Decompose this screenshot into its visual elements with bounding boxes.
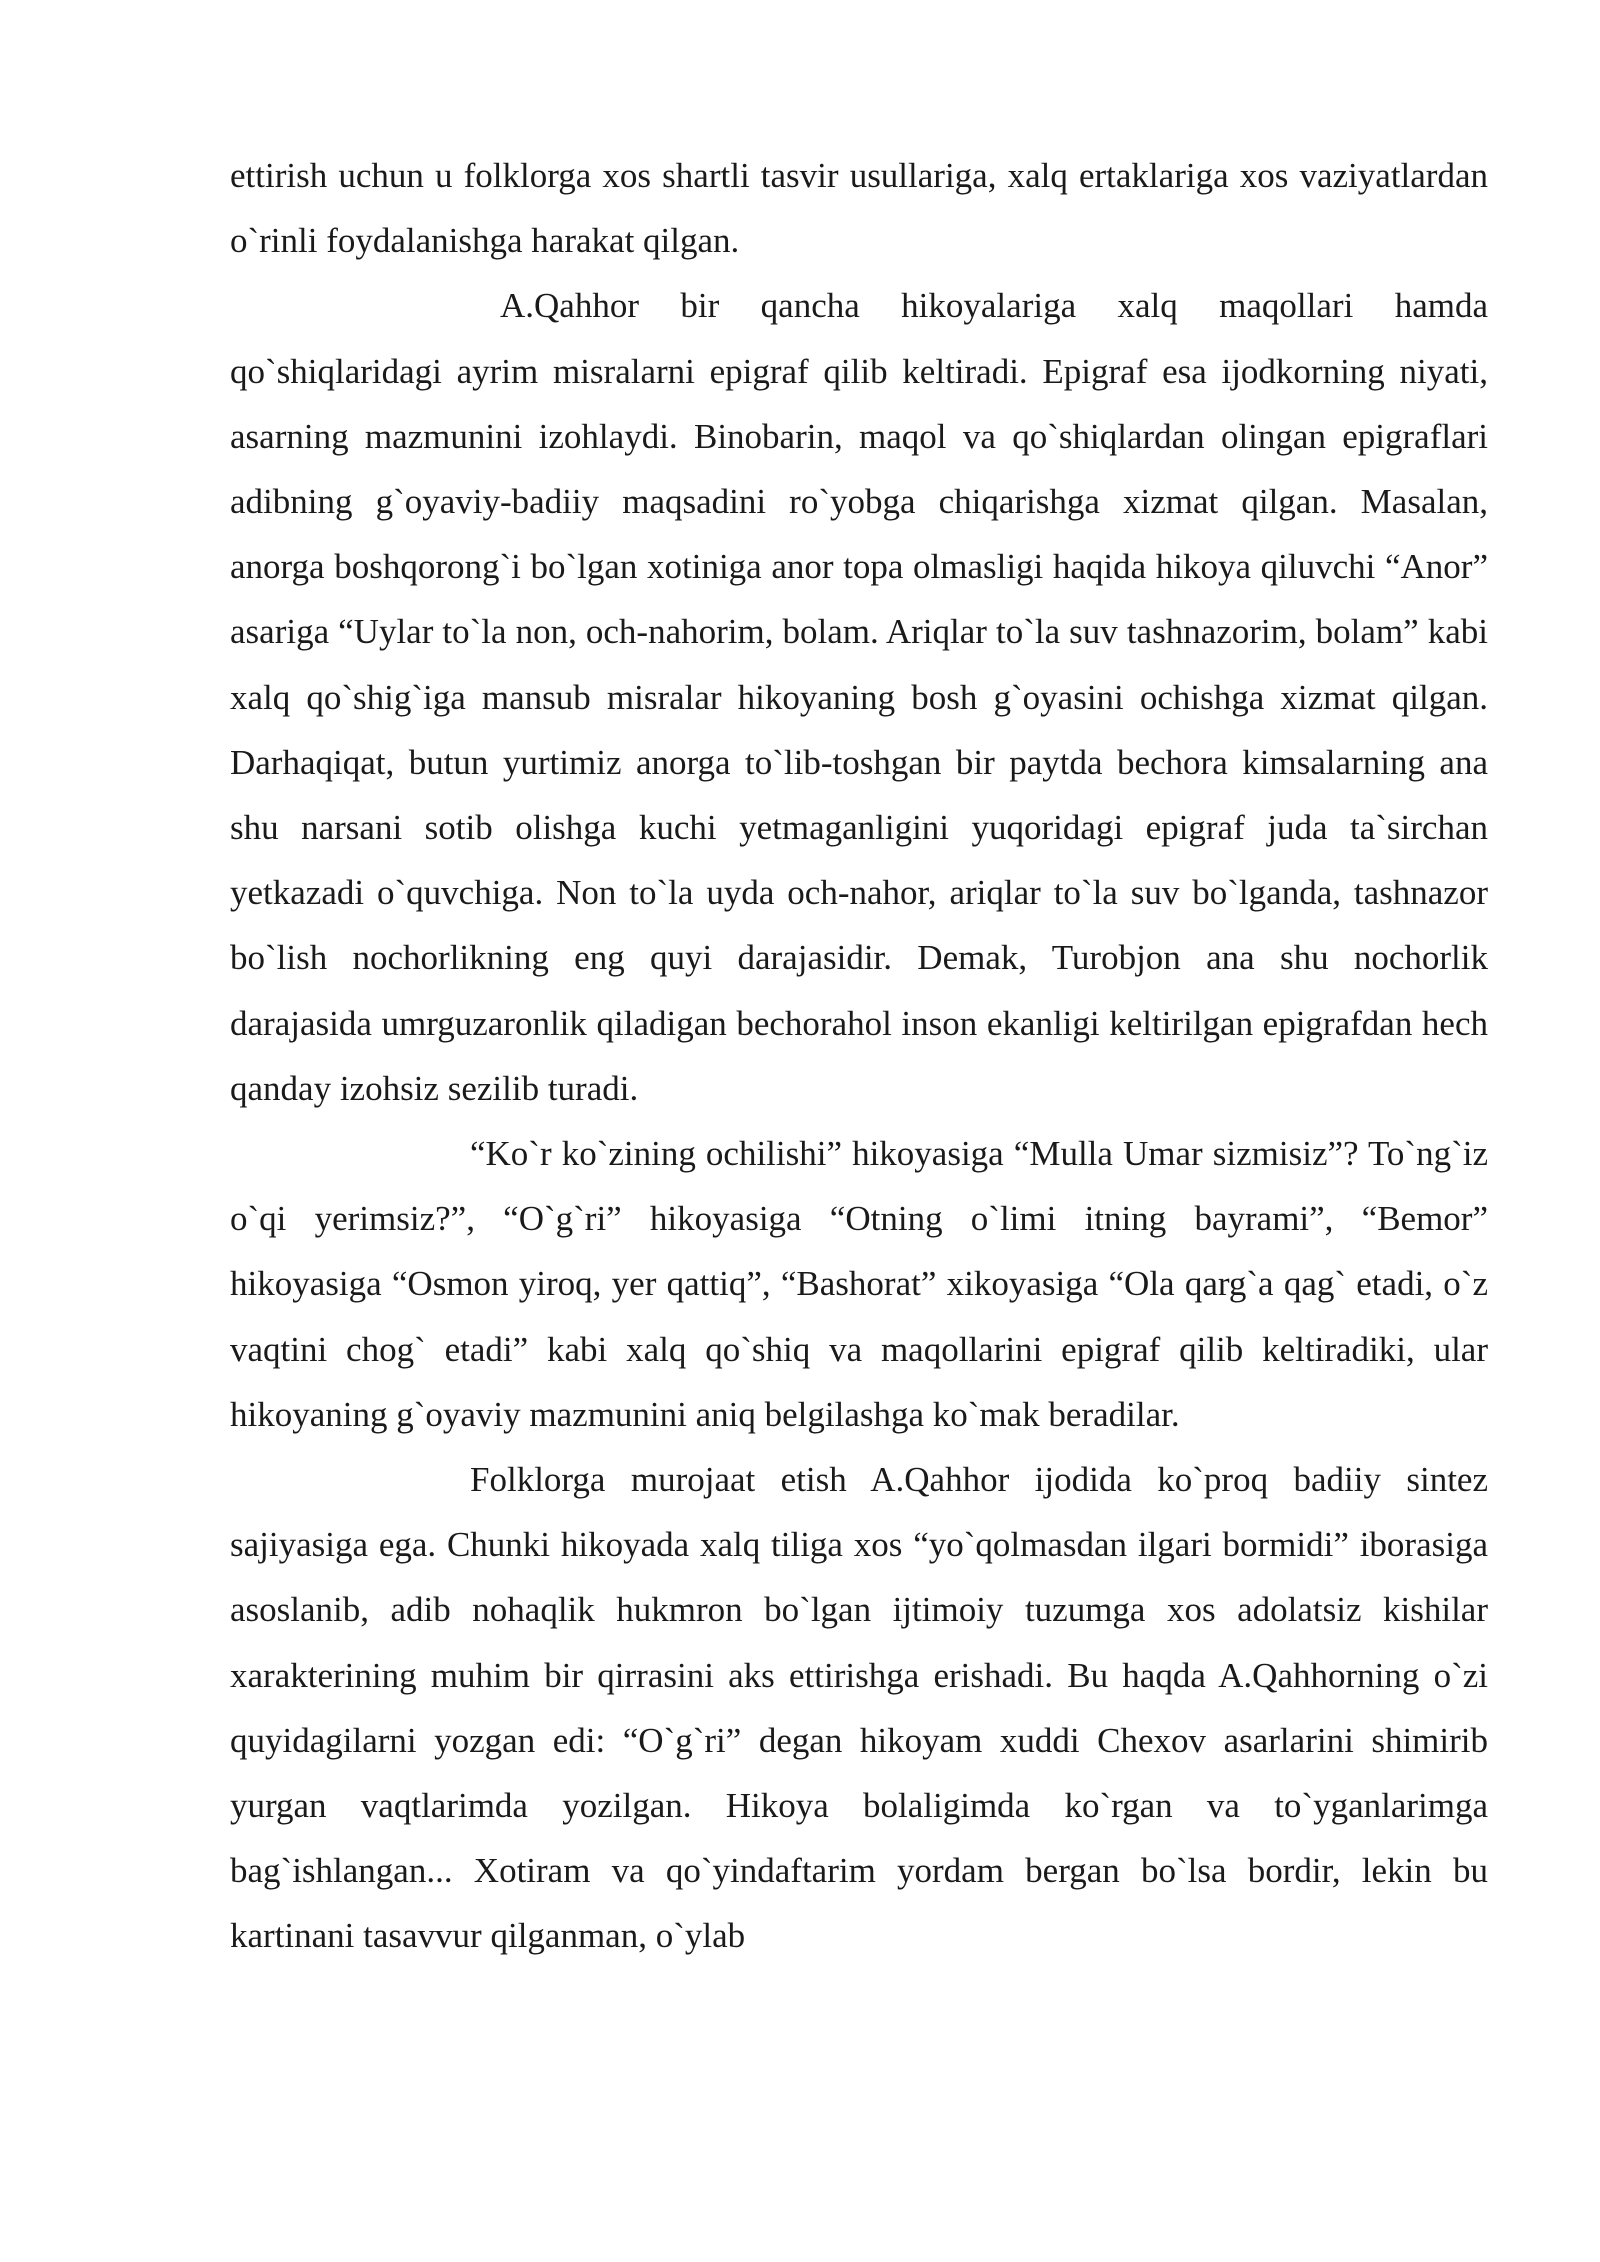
document-body	[230, 143, 1488, 1969]
paragraph-continuation: ettirish uchun u folklorga xos shartli tasvir usullariga, xalq ertaklariga xos vaziyatlardan o`rinli foydalanishga harakat qilgan.	[230, 156, 1488, 261]
paragraph-folklore-synthesis: Folklorga murojaat etish A.Qahhor ijodida ko`proq badiiy sintez sajiyasiga ega. Chunki hikoyada xalq tiliga xos “yo`qolmasdan ilgari bormidi” iborasiga asoslanib, adib nohaqlik hukmron bo`lgan ijtimoiy tuzumga xos adolatsiz kishilar xarakterining muhim bir qirrasini aks ettirishga erishadi. Bu haqda A.Qahhorning o`zi quyidagilarni yozgan edi: “O`g`ri” degan hikoyam xuddi Chexov asarlarini shimirib yurgan vaqtlarimda yozilgan. Hikoya bolaligimda ko`rgan va to`yganlarimga bag`ishlangan... Xotiram va qo`yindaftarim yordam bergan bo`lsa bordir, lekin bu kartinani tasavvur qilganman, o`ylab	[230, 1460, 1488, 1956]
paragraph-epigraph-examples: “Ko`r ko`zining ochilishi” hikoyasiga “Mulla Umar sizmisiz”? To`ng`iz o`qi yerimsiz?”, “O`g`ri” hikoyasiga “Otning o`limi itning bayrami”, “Bemor” hikoyasiga “Osmon yiroq, yer qattiq”, “Bashorat” xikoyasiga “Ola qarg`a qag` etadi, o`z vaqtini chog` etadi” kabi xalq qo`shiq va maqollarini epigraf qilib keltiradiki, ular hikoyaning g`oyaviy mazmunini aniq belgilashga ko`mak beradilar.	[230, 1134, 1488, 1434]
paragraph-epigraph-intro: A.Qahhor bir qancha hikoyalariga xalq maqollari hamda qo`shiqlaridagi ayrim misralarni epigraf qilib keltiradi. Epigraf esa ijodkorning niyati, asarning mazmunini izohlaydi. Binobarin, maqol va qo`shiqlardan olingan epigraflari adibning g`oyaviy-badiiy maqsadini ro`yobga chiqarishga xizmat qilgan. Masalan, anorga boshqorong`i bo`lgan xotiniga anor topa olmasligi haqida hikoya qiluvchi “Anor” asariga “Uylar to`la non, och-nahorim, bolam. Ariqlar to`la suv tashnazorim, bolam” kabi xalq qo`shig`iga mansub misralar hikoyaning bosh g`oyasini ochishga xizmat qilgan. Darhaqiqat, butun yurtimiz anorga to`lib-toshgan bir paytda bechora kimsalarning ana shu narsani sotib olishga kuchi yetmaganligini yuqoridagi epigraf juda ta`sirchan yetkazadi o`quvchiga. Non to`la uyda och-nahor, ariqlar to`la suv bo`lganda, tashnazor bo`lish nochorlikning eng quyi darajasidir. Demak, Turobjon ana shu nochorlik darajasida umrguzaronlik qiladigan bechorahol inson ekanligi keltirilgan epigrafdan hech qanday izohsiz sezilib turadi.	[230, 286, 1488, 1108]
